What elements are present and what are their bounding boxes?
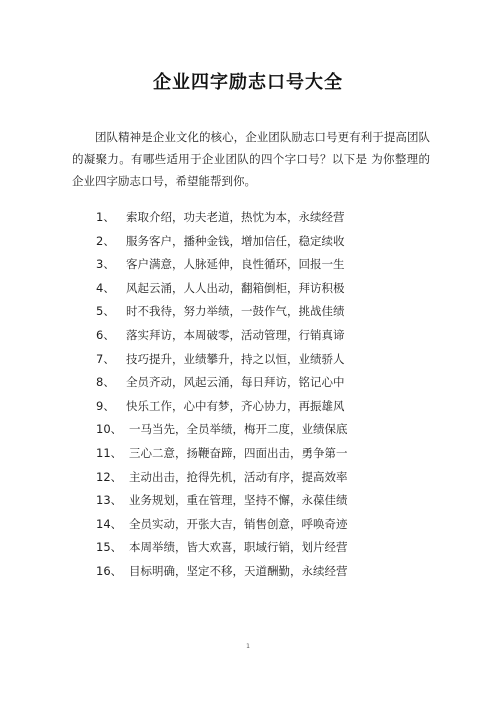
list-item (96, 418, 426, 442)
item-number: 10、 (96, 422, 123, 437)
item-number: 13、 (96, 493, 123, 508)
item-text: 技巧提升，业绩攀升，持之以恒，业绩骄人 (126, 351, 345, 366)
item-number: 2、 (96, 233, 115, 248)
item-number: 4、 (96, 280, 115, 295)
list-item (96, 206, 426, 230)
page-title: 企业四字励志口号大全 (153, 72, 343, 93)
item-text: 服务客户，播种金钱，增加信任，稳定续收 (126, 233, 345, 248)
item-text: 时不我待，努力举绩，一鼓作气，挑战佳绩 (126, 304, 345, 319)
list-item (96, 560, 426, 584)
list-item (96, 395, 426, 419)
item-text: 主动出击，抢得先机，活动有序，提高效率 (129, 469, 348, 484)
item-number: 6、 (96, 327, 115, 342)
list-item (96, 230, 426, 254)
item-text: 落实拜访，本周破零，活动管理，行销真谛 (126, 327, 345, 342)
item-text: 客户满意，人脉延伸，良性循环，回报一生 (126, 257, 345, 272)
intro-paragraph: 团队精神是企业文化的核心，企业团队励志口号更有利于提高团队的凝聚力。有哪些适用于企业团队的四个字口号？以下是 为你整理的企业四字励志口号，希望能帮到你。 (72, 130, 430, 188)
page-number: 1 (246, 643, 250, 650)
item-number: 15、 (96, 540, 123, 555)
list-item (96, 253, 426, 277)
item-number: 11、 (96, 445, 123, 460)
item-text: 索取介绍，功夫老道，热忱为本，永续经营 (126, 210, 345, 224)
list-item (96, 466, 426, 490)
list-item (96, 371, 426, 395)
list-item (96, 513, 426, 537)
item-text: 快乐工作，心中有梦，齐心协力，再振雄风 (126, 398, 345, 413)
item-number: 7、 (96, 351, 115, 366)
list-item (96, 536, 426, 560)
item-number: 1、 (96, 210, 115, 224)
item-text: 目标明确，坚定不移，天道酬勤，永续经营 (129, 563, 348, 578)
item-text: 全员齐动，风起云涌，每日拜访，铭记心中 (126, 375, 345, 390)
list-item (96, 277, 426, 301)
item-text: 风起云涌，人人出动，翻箱倒柜，拜访积极 (126, 280, 345, 295)
item-text: 全员实动，开张大吉，销售创意，呼唤奇迹 (129, 516, 348, 531)
list-item (96, 442, 426, 466)
item-number: 12、 (96, 469, 123, 484)
item-number: 14、 (96, 516, 123, 531)
item-text: 业务规划，重在管理，坚持不懈，永葆佳绩 (129, 493, 348, 508)
list-item (96, 348, 426, 372)
list-item (96, 300, 426, 324)
list-item (96, 489, 426, 513)
list-item (96, 324, 426, 348)
item-text: 一马当先，全员举绩，梅开二度，业绩保底 (129, 422, 348, 437)
item-number: 8、 (96, 375, 115, 390)
item-text: 本周举绩，皆大欢喜，职域行销，划片经营 (129, 540, 348, 555)
item-number: 9、 (96, 398, 115, 413)
slogan-list (96, 206, 426, 584)
item-number: 5、 (96, 304, 115, 319)
item-number: 3、 (96, 257, 115, 272)
item-text: 三心二意，扬鞭奋蹄，四面出击，勇争第一 (129, 445, 348, 460)
item-number: 16、 (96, 563, 123, 578)
